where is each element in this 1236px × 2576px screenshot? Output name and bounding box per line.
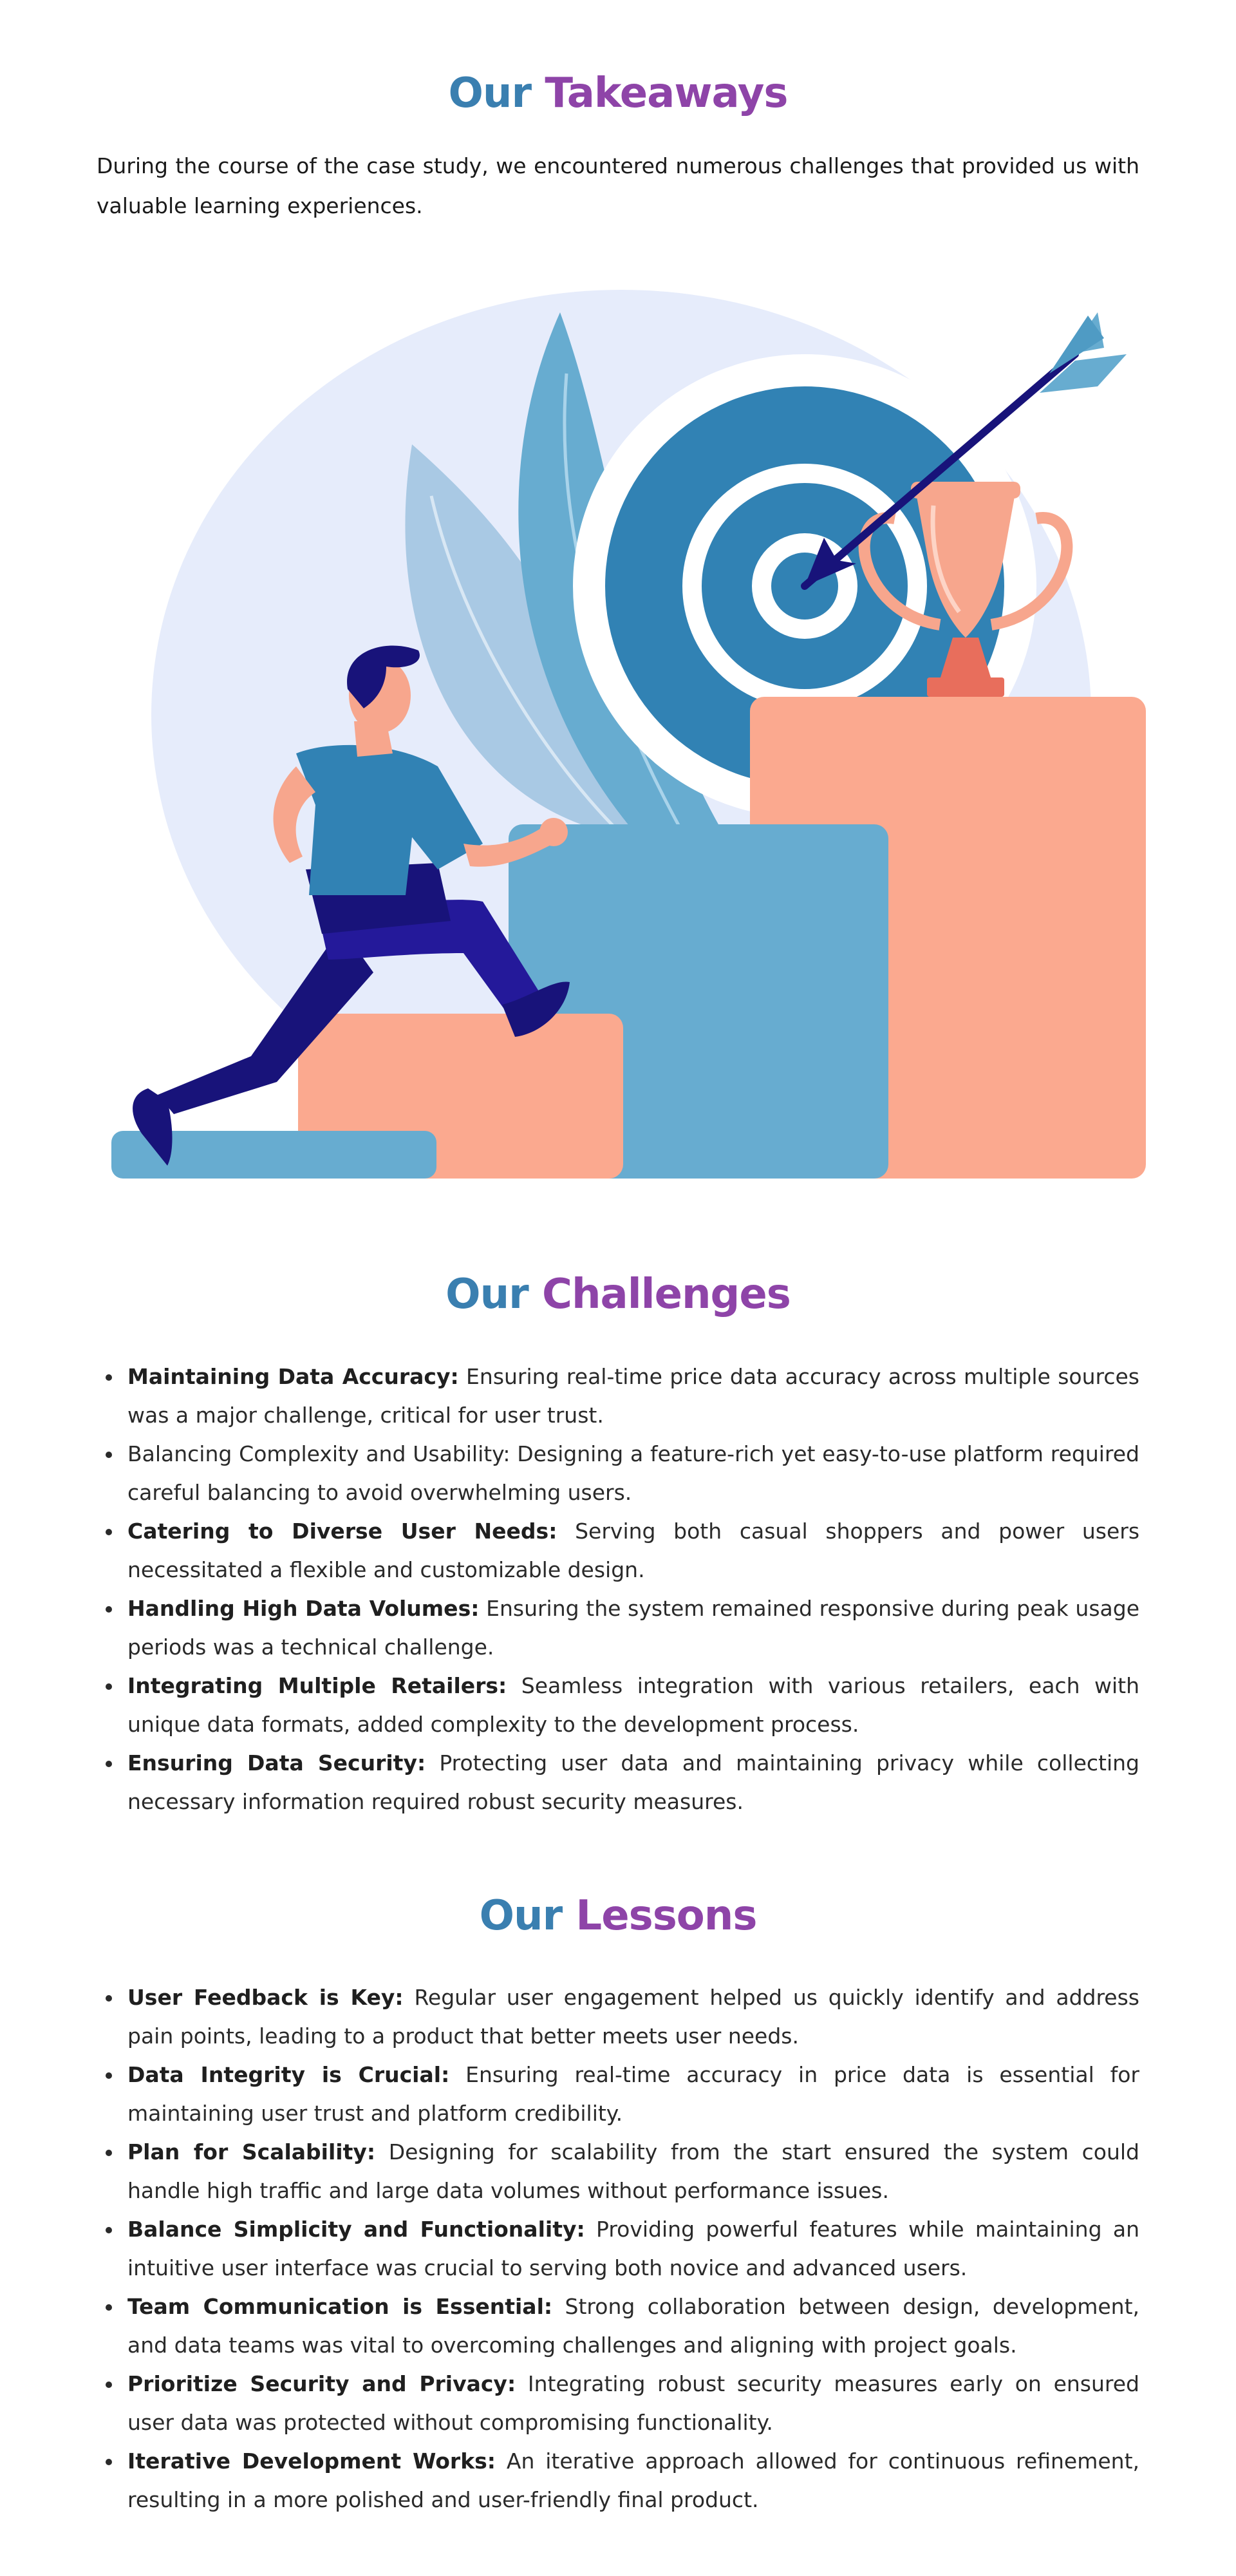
lessons-title	[0, 1890, 1236, 1942]
list-item-text: Ensuring real-time accuracy in price data is essential for maintaining user trust and platform credibility.	[127, 2062, 1140, 2126]
challenges-title	[0, 1269, 1236, 1320]
list-item	[97, 1358, 1139, 1435]
list-item-text: Ensuring real-time price data accuracy across multiple sources was a major challenge, critical for user trust.	[127, 1364, 1139, 1428]
list-item	[97, 2133, 1139, 2210]
takeaways-intro: During the course of the case study, we encountered numerous challenges that provided us with valuable learning experiences.	[97, 153, 1139, 218]
list-item	[97, 1589, 1139, 1667]
challenges-title-prefix: Our	[445, 1271, 529, 1318]
takeaways-title-accent: Takeaways	[545, 70, 788, 117]
takeaways-title	[0, 68, 1236, 119]
list-item-text: Providing powerful features while maintaining an intuitive user interface was crucial to serving both novice and advanced users.	[127, 2217, 1139, 2280]
list-item	[97, 2210, 1139, 2287]
list-item-term: Data Integrity is Crucial:	[127, 2062, 450, 2087]
list-item-text: Ensuring the system remained responsive during peak usage periods was a technical challenge.	[127, 1596, 1139, 1660]
list-item	[97, 2442, 1139, 2519]
list-item-text: An iterative approach allowed for continuous refinement, resulting in a more polished and user-friendly final product.	[127, 2448, 1139, 2512]
list-item-text: Seamless integration with various retailers, each with unique data formats, added complexity to the development process.	[127, 1673, 1139, 1737]
list-item-text: Regular user engagement helped us quickly identify and address pain points, leading to a product that better meets user needs.	[127, 1985, 1139, 2049]
list-item	[97, 1744, 1139, 1821]
list-item-text: Protecting user data and maintaining privacy while collecting necessary information required robust security measures.	[127, 1750, 1140, 1814]
list-item-term: Team Communication is Essential:	[127, 2294, 553, 2319]
list-item-term: Plan for Scalability:	[127, 2139, 376, 2164]
success-illustration	[103, 277, 1146, 1179]
list-item	[97, 2287, 1139, 2365]
list-item	[97, 2365, 1139, 2442]
challenges-list	[97, 1358, 1139, 1821]
list-item-term: Handling High Data Volumes:	[127, 1596, 480, 1621]
list-item-text: Integrating robust security measures early on ensured user data was protected without compromising functionality.	[127, 2371, 1139, 2435]
list-item-text: Balancing Complexity and Usability: Designing a feature-rich yet easy-to-use platform required careful balancing to avoid overwhelming users.	[127, 1441, 1139, 1505]
list-item-term: Balance Simplicity and Functionality:	[127, 2217, 585, 2242]
hero-illustration	[103, 277, 1146, 1179]
lessons-list	[97, 1978, 1139, 2519]
list-item	[97, 2056, 1139, 2133]
list-item-term: Iterative Development Works:	[127, 2448, 496, 2474]
lessons-title-prefix: Our	[479, 1892, 563, 1940]
list-item-text: Serving both casual shoppers and power users necessitated a flexible and customizable design.	[127, 1519, 1140, 1582]
list-item-term: Maintaining Data Accuracy:	[127, 1364, 459, 1389]
list-item-term: Catering to Diverse User Needs:	[127, 1519, 557, 1544]
list-item-term: Ensuring Data Security:	[127, 1750, 426, 1776]
list-item	[97, 1667, 1139, 1744]
list-item-term: User Feedback is Key:	[127, 1985, 404, 2010]
list-item	[97, 1512, 1139, 1589]
list-item-text: Designing for scalability from the start ensured the system could handle high traffic and large data volumes without performance issues.	[127, 2139, 1139, 2203]
challenges-title-accent: Challenges	[541, 1271, 791, 1318]
lessons-title-accent: Lessons	[576, 1892, 757, 1940]
list-item	[97, 1435, 1139, 1512]
list-item	[97, 1978, 1139, 2056]
list-item-text: Strong collaboration between design, development, and data teams was vital to overcoming challenges and aligning with project goals.	[127, 2294, 1139, 2358]
list-item-term: Integrating Multiple Retailers:	[127, 1673, 507, 1698]
takeaways-title-prefix: Our	[448, 70, 532, 117]
list-item-term: Prioritize Security and Privacy:	[127, 2371, 516, 2396]
